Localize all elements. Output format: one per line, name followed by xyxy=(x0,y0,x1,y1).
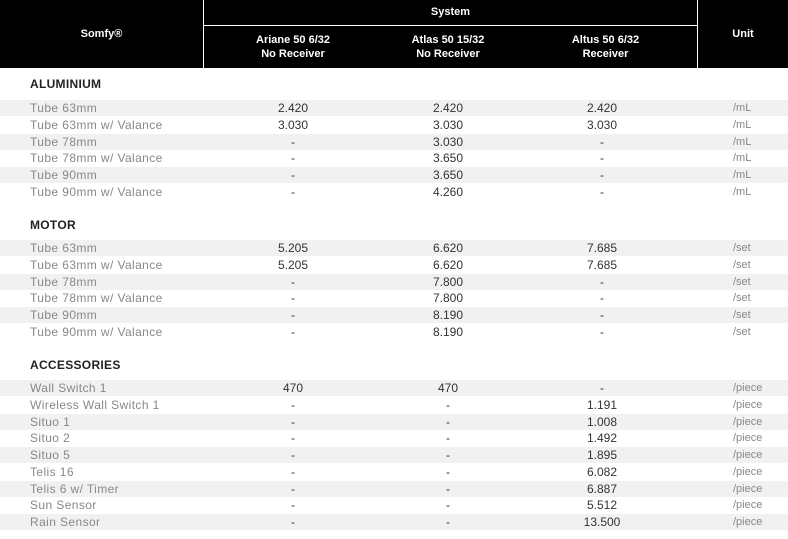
row-label: Wireless Wall Switch 1 xyxy=(30,398,160,412)
price-atlas: 470 xyxy=(437,381,459,395)
price-altus: 1.191 xyxy=(586,398,618,412)
row-unit: /piece xyxy=(733,499,763,511)
table-row xyxy=(0,117,788,133)
column-header-line: No Receiver xyxy=(261,48,325,60)
price-atlas: - xyxy=(446,431,450,445)
price-ariane: - xyxy=(291,431,295,445)
price-atlas: 3.030 xyxy=(432,135,464,149)
row-unit: /piece xyxy=(733,483,763,495)
price-altus: 7.685 xyxy=(586,241,618,255)
price-atlas: 3.650 xyxy=(432,151,464,165)
column-header-line: Receiver xyxy=(582,48,629,60)
table-row xyxy=(0,167,788,183)
row-unit: /mL xyxy=(733,119,752,131)
row-label: Tube 78mm w/ Valance xyxy=(30,291,163,305)
row-unit: /mL xyxy=(733,186,752,198)
price-atlas: 6.620 xyxy=(432,241,464,255)
price-atlas: - xyxy=(446,448,450,462)
price-altus: - xyxy=(600,151,604,165)
table-row xyxy=(0,380,788,396)
table-row xyxy=(0,497,788,513)
table-row xyxy=(0,150,788,166)
price-altus: 13.500 xyxy=(583,515,621,529)
price-atlas: 7.800 xyxy=(432,291,464,305)
section-title: ALUMINIUM xyxy=(30,77,102,91)
price-atlas: - xyxy=(446,482,450,496)
brand-header: Somfy® xyxy=(80,28,123,40)
price-atlas: - xyxy=(446,415,450,429)
table-row xyxy=(0,430,788,446)
row-unit: /set xyxy=(733,259,751,271)
row-label: Tube 90mm w/ Valance xyxy=(30,325,163,339)
row-unit: /mL xyxy=(733,152,752,164)
price-ariane: 470 xyxy=(282,381,304,395)
price-altus: 6.887 xyxy=(586,482,618,496)
price-ariane: - xyxy=(291,275,295,289)
price-altus: - xyxy=(600,308,604,322)
price-altus: 1.492 xyxy=(586,431,618,445)
row-unit: /piece xyxy=(733,449,763,461)
row-label: Situo 2 xyxy=(30,431,71,445)
price-altus: - xyxy=(600,168,604,182)
price-altus: - xyxy=(600,135,604,149)
table-row xyxy=(0,414,788,430)
row-label: Situo 5 xyxy=(30,448,71,462)
column-header-ariane xyxy=(204,26,382,68)
table-row xyxy=(0,324,788,340)
row-unit: /piece xyxy=(733,516,763,528)
row-label: Rain Sensor xyxy=(30,515,101,529)
row-unit: /set xyxy=(733,309,751,321)
table-row xyxy=(0,184,788,200)
row-unit: /mL xyxy=(733,136,752,148)
price-altus: - xyxy=(600,185,604,199)
column-header-line: No Receiver xyxy=(416,48,480,60)
price-ariane: - xyxy=(291,515,295,529)
row-unit: /piece xyxy=(733,466,763,478)
price-atlas: 7.800 xyxy=(432,275,464,289)
section-title: ACCESSORIES xyxy=(30,358,121,372)
price-ariane: 5.205 xyxy=(277,258,309,272)
row-unit: /mL xyxy=(733,169,752,181)
price-altus: 5.512 xyxy=(586,498,618,512)
price-altus: 6.082 xyxy=(586,465,618,479)
row-label: Tube 78mm xyxy=(30,135,98,149)
table-row xyxy=(0,274,788,290)
price-atlas: 2.420 xyxy=(432,101,464,115)
row-unit: /piece xyxy=(733,416,763,428)
price-atlas: 8.190 xyxy=(432,325,464,339)
column-header-line: Atlas 50 15/32 xyxy=(411,34,485,46)
row-unit: /set xyxy=(733,276,751,288)
row-label: Sun Sensor xyxy=(30,498,97,512)
price-ariane: - xyxy=(291,135,295,149)
price-ariane: 3.030 xyxy=(277,118,309,132)
price-ariane: - xyxy=(291,291,295,305)
price-altus: - xyxy=(600,291,604,305)
row-label: Tube 90mm xyxy=(30,168,98,182)
price-atlas: 3.650 xyxy=(432,168,464,182)
price-ariane: 2.420 xyxy=(277,101,309,115)
row-label: Tube 63mm xyxy=(30,101,98,115)
column-header-line: Ariane 50 6/32 xyxy=(256,34,330,46)
table-row xyxy=(0,290,788,306)
column-header-atlas xyxy=(382,26,514,68)
table-row xyxy=(0,464,788,480)
table-row xyxy=(0,307,788,323)
price-atlas: 3.030 xyxy=(432,118,464,132)
row-unit: /piece xyxy=(733,382,763,394)
row-unit: /set xyxy=(733,292,751,304)
row-unit: /piece xyxy=(733,432,763,444)
row-unit: /set xyxy=(733,242,751,254)
column-header-altus xyxy=(514,26,697,68)
table-header xyxy=(0,0,788,68)
table-row xyxy=(0,447,788,463)
price-atlas: 4.260 xyxy=(432,185,464,199)
price-ariane: - xyxy=(291,415,295,429)
price-altus: 3.030 xyxy=(586,118,618,132)
row-label: Tube 78mm xyxy=(30,275,98,289)
system-header: System xyxy=(430,6,471,18)
row-label: Tube 90mm xyxy=(30,308,98,322)
price-ariane: - xyxy=(291,325,295,339)
price-atlas: - xyxy=(446,398,450,412)
price-altus: - xyxy=(600,275,604,289)
price-atlas: 6.620 xyxy=(432,258,464,272)
table-row xyxy=(0,481,788,497)
price-altus: - xyxy=(600,325,604,339)
row-label: Tube 63mm w/ Valance xyxy=(30,118,163,132)
price-ariane: - xyxy=(291,398,295,412)
price-ariane: - xyxy=(291,482,295,496)
price-altus: 2.420 xyxy=(586,101,618,115)
price-atlas: - xyxy=(446,498,450,512)
price-ariane: - xyxy=(291,498,295,512)
row-label: Telis 16 xyxy=(30,465,74,479)
price-ariane: - xyxy=(291,168,295,182)
column-header-line: Altus 50 6/32 xyxy=(571,34,640,46)
row-label: Situo 1 xyxy=(30,415,71,429)
table-row xyxy=(0,257,788,273)
row-label: Wall Switch 1 xyxy=(30,381,107,395)
row-label: Telis 6 w/ Timer xyxy=(30,482,120,496)
price-altus: 7.685 xyxy=(586,258,618,272)
table-row xyxy=(0,240,788,256)
unit-header: Unit xyxy=(732,28,754,40)
row-unit: /mL xyxy=(733,102,752,114)
price-ariane: - xyxy=(291,151,295,165)
table-row xyxy=(0,100,788,116)
row-unit: /set xyxy=(733,326,751,338)
price-ariane: 5.205 xyxy=(277,241,309,255)
row-unit: /piece xyxy=(733,399,763,411)
price-ariane: - xyxy=(291,308,295,322)
table-row xyxy=(0,397,788,413)
table-row xyxy=(0,514,788,530)
price-ariane: - xyxy=(291,448,295,462)
price-atlas: - xyxy=(446,465,450,479)
price-altus: - xyxy=(600,381,604,395)
price-ariane: - xyxy=(291,465,295,479)
price-atlas: 8.190 xyxy=(432,308,464,322)
price-ariane: - xyxy=(291,185,295,199)
table-row xyxy=(0,134,788,150)
price-altus: 1.895 xyxy=(586,448,618,462)
section-title: MOTOR xyxy=(30,218,76,232)
price-atlas: - xyxy=(446,515,450,529)
row-label: Tube 90mm w/ Valance xyxy=(30,185,163,199)
price-altus: 1.008 xyxy=(586,415,618,429)
row-label: Tube 63mm w/ Valance xyxy=(30,258,163,272)
row-label: Tube 63mm xyxy=(30,241,98,255)
row-label: Tube 78mm w/ Valance xyxy=(30,151,163,165)
